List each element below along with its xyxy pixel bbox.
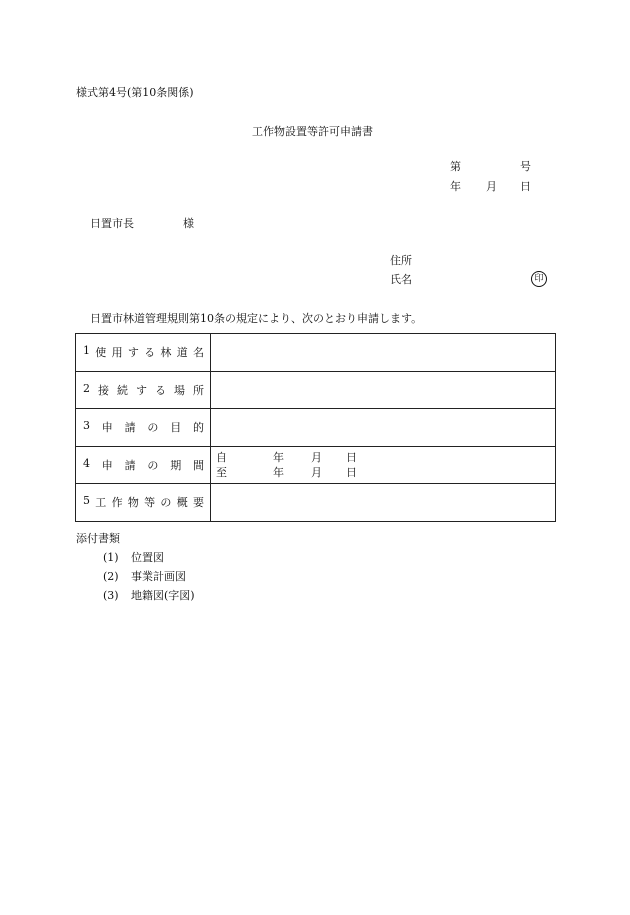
row-label-char: 目 bbox=[170, 421, 182, 435]
table-row bbox=[76, 484, 556, 522]
table-row bbox=[76, 334, 556, 372]
connection-place-field[interactable] bbox=[211, 371, 556, 409]
row-label-char: の bbox=[160, 496, 172, 510]
attachment-num-3: (3) bbox=[103, 589, 119, 602]
row-label-char: 接 bbox=[98, 383, 109, 397]
row-number: 4 bbox=[83, 456, 90, 470]
row-label-char: る bbox=[144, 346, 156, 360]
row-number: 5 bbox=[83, 494, 90, 508]
row-label-char: 申 bbox=[101, 458, 113, 472]
row-label-char: 工 bbox=[95, 496, 107, 510]
attachment-num-2: (2) bbox=[103, 570, 119, 583]
row-label-road-name bbox=[76, 334, 211, 372]
row-label-purpose bbox=[76, 409, 211, 447]
period-field[interactable] bbox=[211, 446, 556, 484]
row-label-char: 請 bbox=[124, 458, 136, 472]
row-label-char: 名 bbox=[192, 346, 204, 360]
attachment-label-3: 地籍図(字図) bbox=[131, 589, 195, 602]
row-number: 2 bbox=[83, 381, 90, 395]
date-day: 日 bbox=[520, 180, 531, 193]
row-label-char: 続 bbox=[117, 383, 128, 397]
row-label-char: の bbox=[147, 458, 159, 472]
attachment-label-2: 事業計画図 bbox=[131, 570, 186, 583]
period-from-year: 年 bbox=[273, 450, 284, 464]
date-year: 年 bbox=[450, 180, 461, 193]
seal-icon: 印 bbox=[531, 271, 547, 287]
row-label-char: 作 bbox=[111, 496, 123, 510]
row-label-char: 申 bbox=[101, 421, 113, 435]
table-row bbox=[76, 371, 556, 409]
statement: 日置市林道管理規則第10条の規定により、次のとおり申請します。 bbox=[90, 312, 423, 325]
row-label-char: 等 bbox=[144, 496, 156, 510]
row-label-char: 間 bbox=[192, 458, 204, 472]
row-label-char: す bbox=[136, 383, 147, 397]
row-label-char: 林 bbox=[160, 346, 172, 360]
row-label-char: 物 bbox=[127, 496, 139, 510]
number-go: 号 bbox=[520, 160, 531, 173]
row-label-char: る bbox=[155, 383, 166, 397]
attachment-num-1: (1) bbox=[103, 551, 119, 564]
row-number: 3 bbox=[83, 419, 90, 433]
row-label-char: 的 bbox=[192, 421, 204, 435]
purpose-field[interactable] bbox=[211, 409, 556, 447]
table-row bbox=[76, 446, 556, 484]
period-to-month: 月 bbox=[311, 465, 322, 479]
name-label: 氏名 bbox=[390, 273, 412, 286]
date-month: 月 bbox=[486, 180, 497, 193]
table-row bbox=[76, 409, 556, 447]
row-label-char: 請 bbox=[124, 421, 136, 435]
row-label-period bbox=[76, 446, 211, 484]
row-label-char: す bbox=[127, 346, 139, 360]
period-from-month: 月 bbox=[311, 450, 322, 464]
address-label: 住所 bbox=[390, 254, 412, 267]
road-name-field[interactable] bbox=[211, 334, 556, 372]
row-label-char: 場 bbox=[174, 383, 185, 397]
row-label-char: 概 bbox=[176, 496, 188, 510]
form-number: 様式第4号(第10条関係) bbox=[76, 86, 194, 99]
period-to-label: 至 bbox=[216, 465, 227, 479]
period-from-day: 日 bbox=[346, 450, 357, 464]
row-number: 1 bbox=[83, 344, 90, 358]
attachments-heading: 添付書類 bbox=[76, 532, 120, 545]
attachment-label-1: 位置図 bbox=[131, 551, 164, 564]
row-label-connection-place bbox=[76, 371, 211, 409]
row-label-char: 用 bbox=[111, 346, 123, 360]
row-label-char: 道 bbox=[176, 346, 188, 360]
structure-overview-field[interactable] bbox=[211, 484, 556, 522]
row-label-structure-overview bbox=[76, 484, 211, 522]
period-to-year: 年 bbox=[273, 465, 284, 479]
application-table bbox=[75, 333, 556, 522]
row-label-char: の bbox=[147, 421, 159, 435]
row-label-char: 期 bbox=[170, 458, 182, 472]
row-label-char: 所 bbox=[193, 383, 204, 397]
row-label-char: 使 bbox=[95, 346, 107, 360]
addressee-name: 日置市長 bbox=[90, 217, 134, 230]
period-to-day: 日 bbox=[346, 465, 357, 479]
row-label-char: 要 bbox=[192, 496, 204, 510]
document-title: 工作物設置等許可申請書 bbox=[252, 125, 373, 138]
period-from-label: 自 bbox=[216, 450, 227, 464]
addressee-sama: 様 bbox=[183, 217, 194, 230]
number-dai: 第 bbox=[450, 160, 461, 173]
